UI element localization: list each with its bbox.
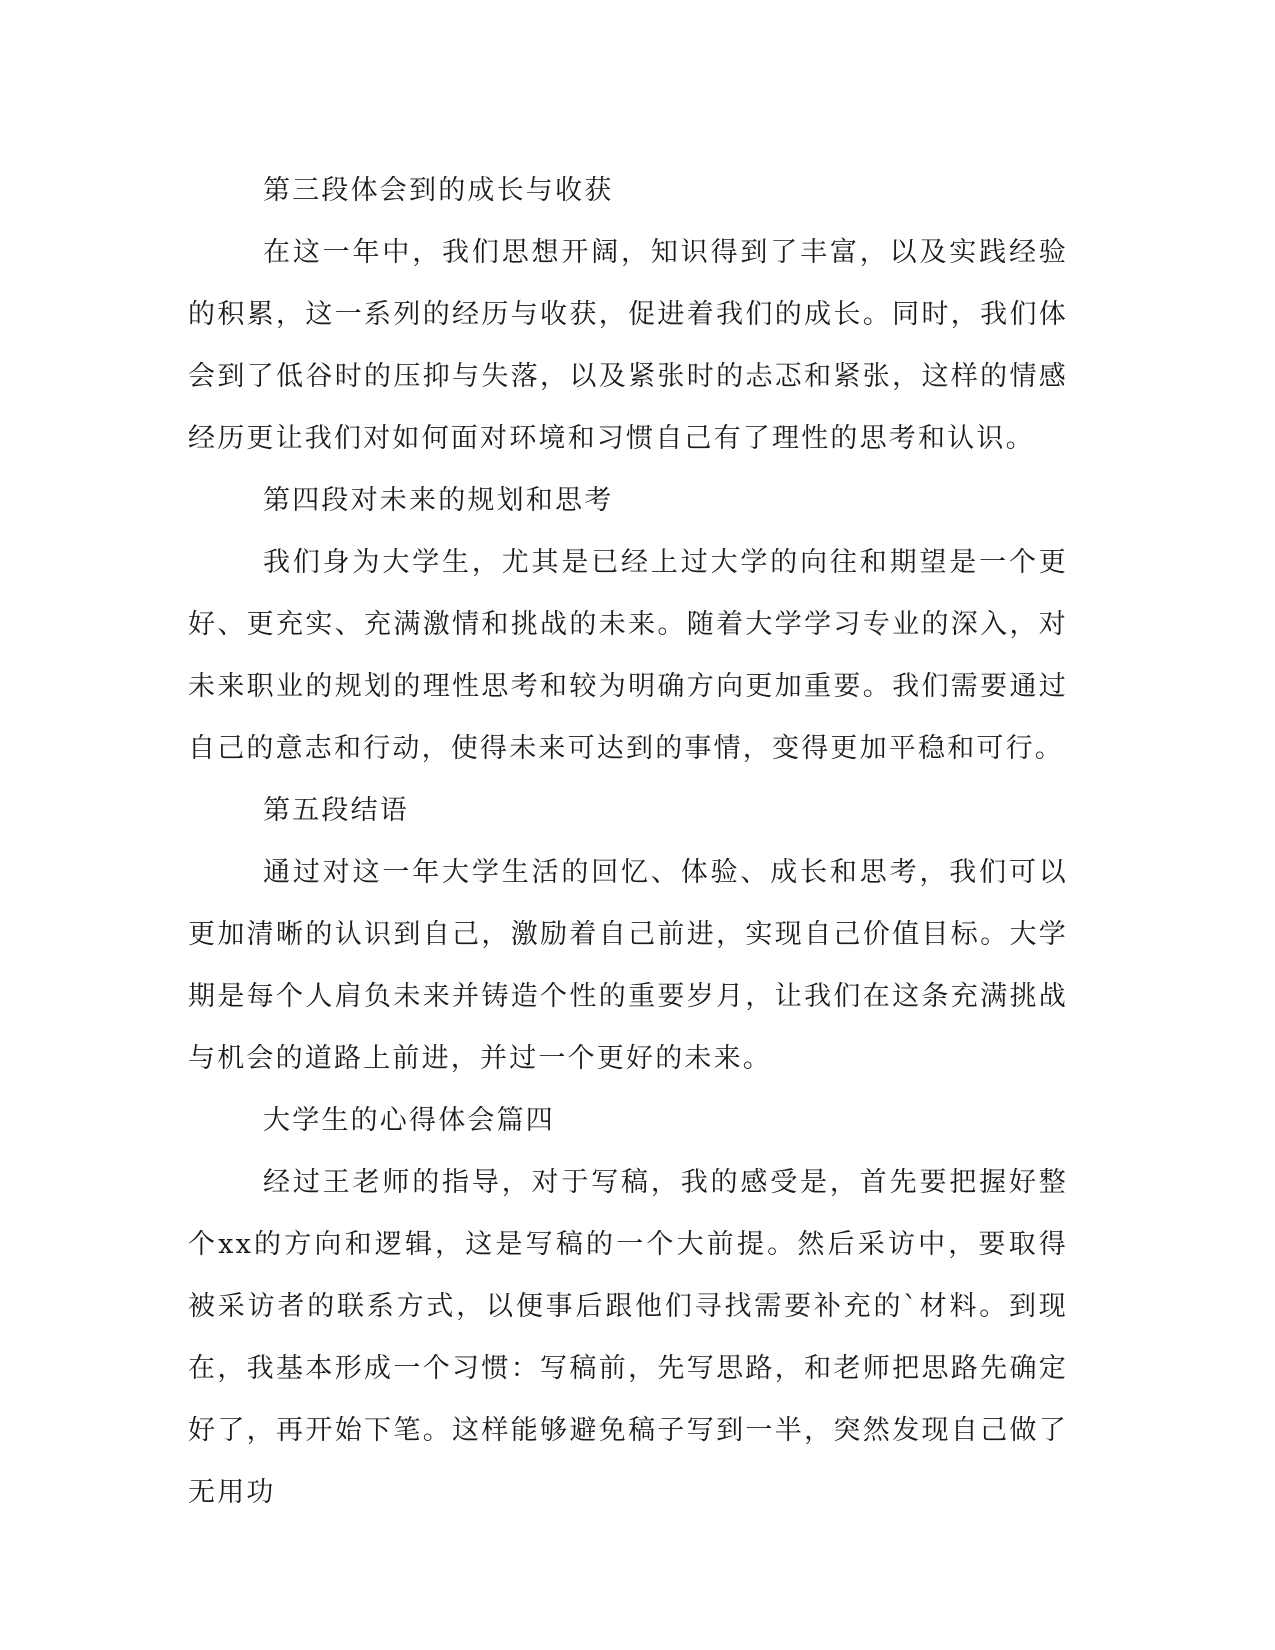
section-heading-3: 第三段体会到的成长与收获 bbox=[263, 175, 614, 206]
section-heading-4: 第四段对未来的规划和思考 bbox=[263, 485, 614, 516]
section-heading-5: 第五段结语 bbox=[263, 795, 409, 826]
paragraph-5: 通过对这一年大学生活的回忆、体验、成长和思考，我们可以更加清晰的认识到自己，激励着自己前进，实现自己价值目标。大学期是每个人肩负未来并铸造个性的重要岁月，让我们在这条充满挑战与机会的道路上前进，并过一个更好的未来。 bbox=[188, 857, 1068, 1074]
paragraph-4: 我们身为大学生，尤其是已经上过大学的向往和期望是一个更好、更充实、充满激情和挑战的未来。随着大学学习专业的深入，对未来职业的规划的理性思考和较为明确方向更加重要。我们需要通过自己的意志和行动，使得未来可达到的事情，变得更加平稳和可行。 bbox=[188, 547, 1068, 764]
paragraph-6: 经过王老师的指导，对于写稿，我的感受是，首先要把握好整个xx的方向和逻辑，这是写稿的一个大前提。然后采访中，要取得被采访者的联系方式，以便事后跟他们寻找需要补充的`材料。到现在，我基本形成一个习惯：写稿前，先写思路，和老师把思路先确定好了，再开始下笔。这样能够避免稿子写到一半，突然发现自己做了无用功 bbox=[188, 1167, 1068, 1508]
article-section-title: 大学生的心得体会篇四 bbox=[263, 1105, 555, 1136]
paragraph-3: 在这一年中，我们思想开阔，知识得到了丰富，以及实践经验的积累，这一系列的经历与收获，促进着我们的成长。同时，我们体会到了低谷时的压抑与失落，以及紧张时的忐忑和紧张，这样的情感经历更让我们对如何面对环境和习惯自己有了理性的思考和认识。 bbox=[188, 237, 1068, 454]
document-body bbox=[188, 160, 1068, 1524]
